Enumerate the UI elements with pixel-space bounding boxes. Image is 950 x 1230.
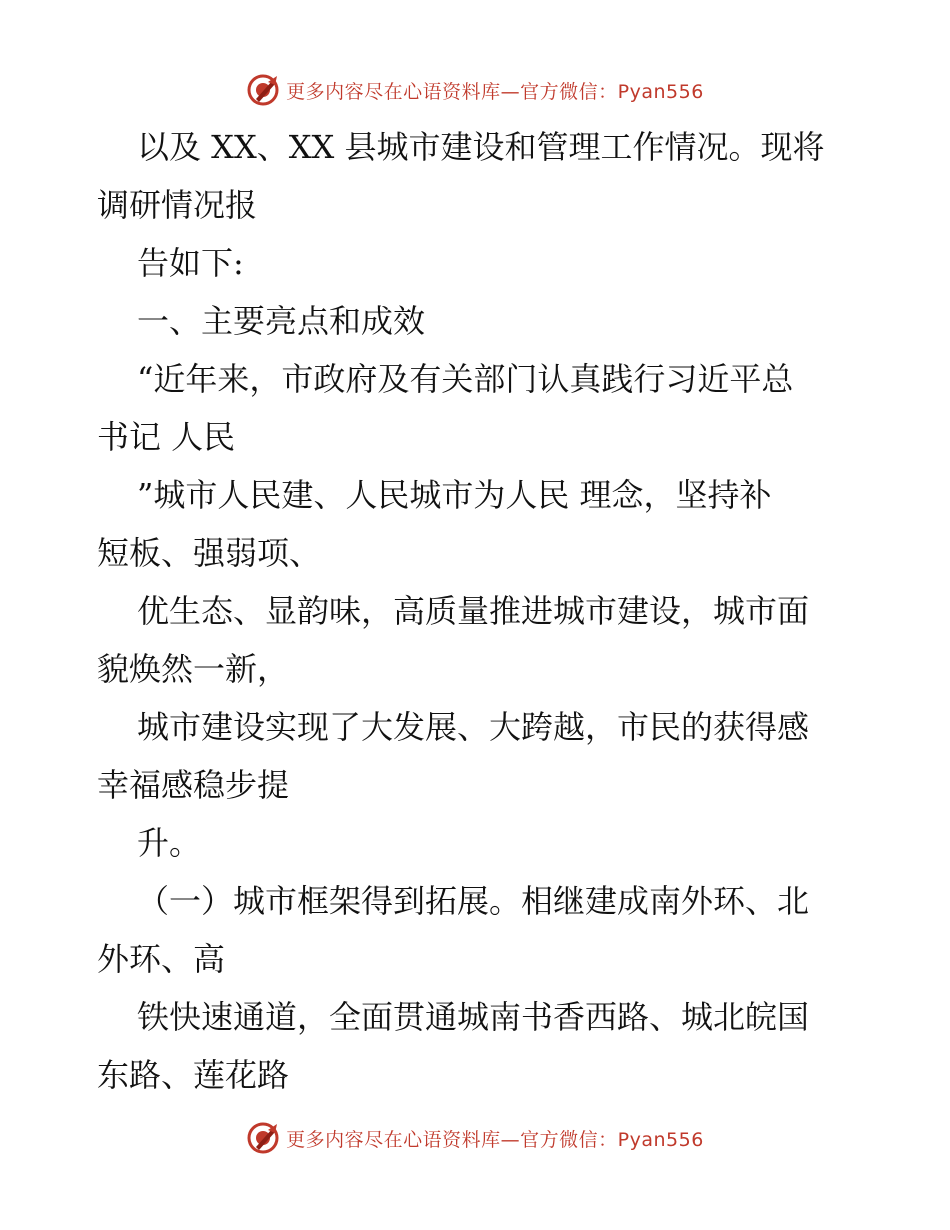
text-line: 东路、莲花路 xyxy=(97,1056,290,1094)
text-line: （一）城市框架得到拓展。相继建成南外环、北 xyxy=(137,882,810,920)
text-line: 幸福感稳步提 xyxy=(97,766,290,804)
text-line: 貌焕然一新， xyxy=(97,650,290,688)
watermark-text: 更多内容尽在心语资料库—官方微信：Pyan556 xyxy=(286,1128,704,1151)
text-line: 城市建设实现了大发展、大跨越，市民的获得感 xyxy=(137,708,810,746)
text-line: 以及 XX、XX 县城市建设和管理工作情况。现将 xyxy=(137,128,825,166)
header-watermark xyxy=(0,70,950,110)
text-line: 升。 xyxy=(137,824,202,862)
pen-logo-icon xyxy=(246,1121,280,1155)
text-line: 铁快速通道，全面贯通城南书香西路、城北皖国 xyxy=(137,998,810,1036)
text-line: 短板、强弱项、 xyxy=(97,534,322,572)
footer-watermark xyxy=(0,1118,950,1158)
text-line: 告如下: xyxy=(137,244,244,282)
text-line: 书记 人民 xyxy=(97,418,236,456)
text-line: 一、主要亮点和成效 xyxy=(137,302,426,340)
watermark-text: 更多内容尽在心语资料库—官方微信：Pyan556 xyxy=(286,80,704,103)
text-line: 优生态、显韵味，高质量推进城市建设，城市面 xyxy=(137,592,810,630)
text-line: 调研情况报 xyxy=(97,186,258,224)
text-line: ”城市人民建、人民城市为人民 理念，坚持补 xyxy=(137,476,772,514)
text-line: 外环、高 xyxy=(97,940,226,978)
text-line: “近年来，市政府及有关部门认真践行习近平总 xyxy=(137,360,794,398)
pen-logo-icon xyxy=(246,73,280,107)
document-body xyxy=(97,118,857,1104)
